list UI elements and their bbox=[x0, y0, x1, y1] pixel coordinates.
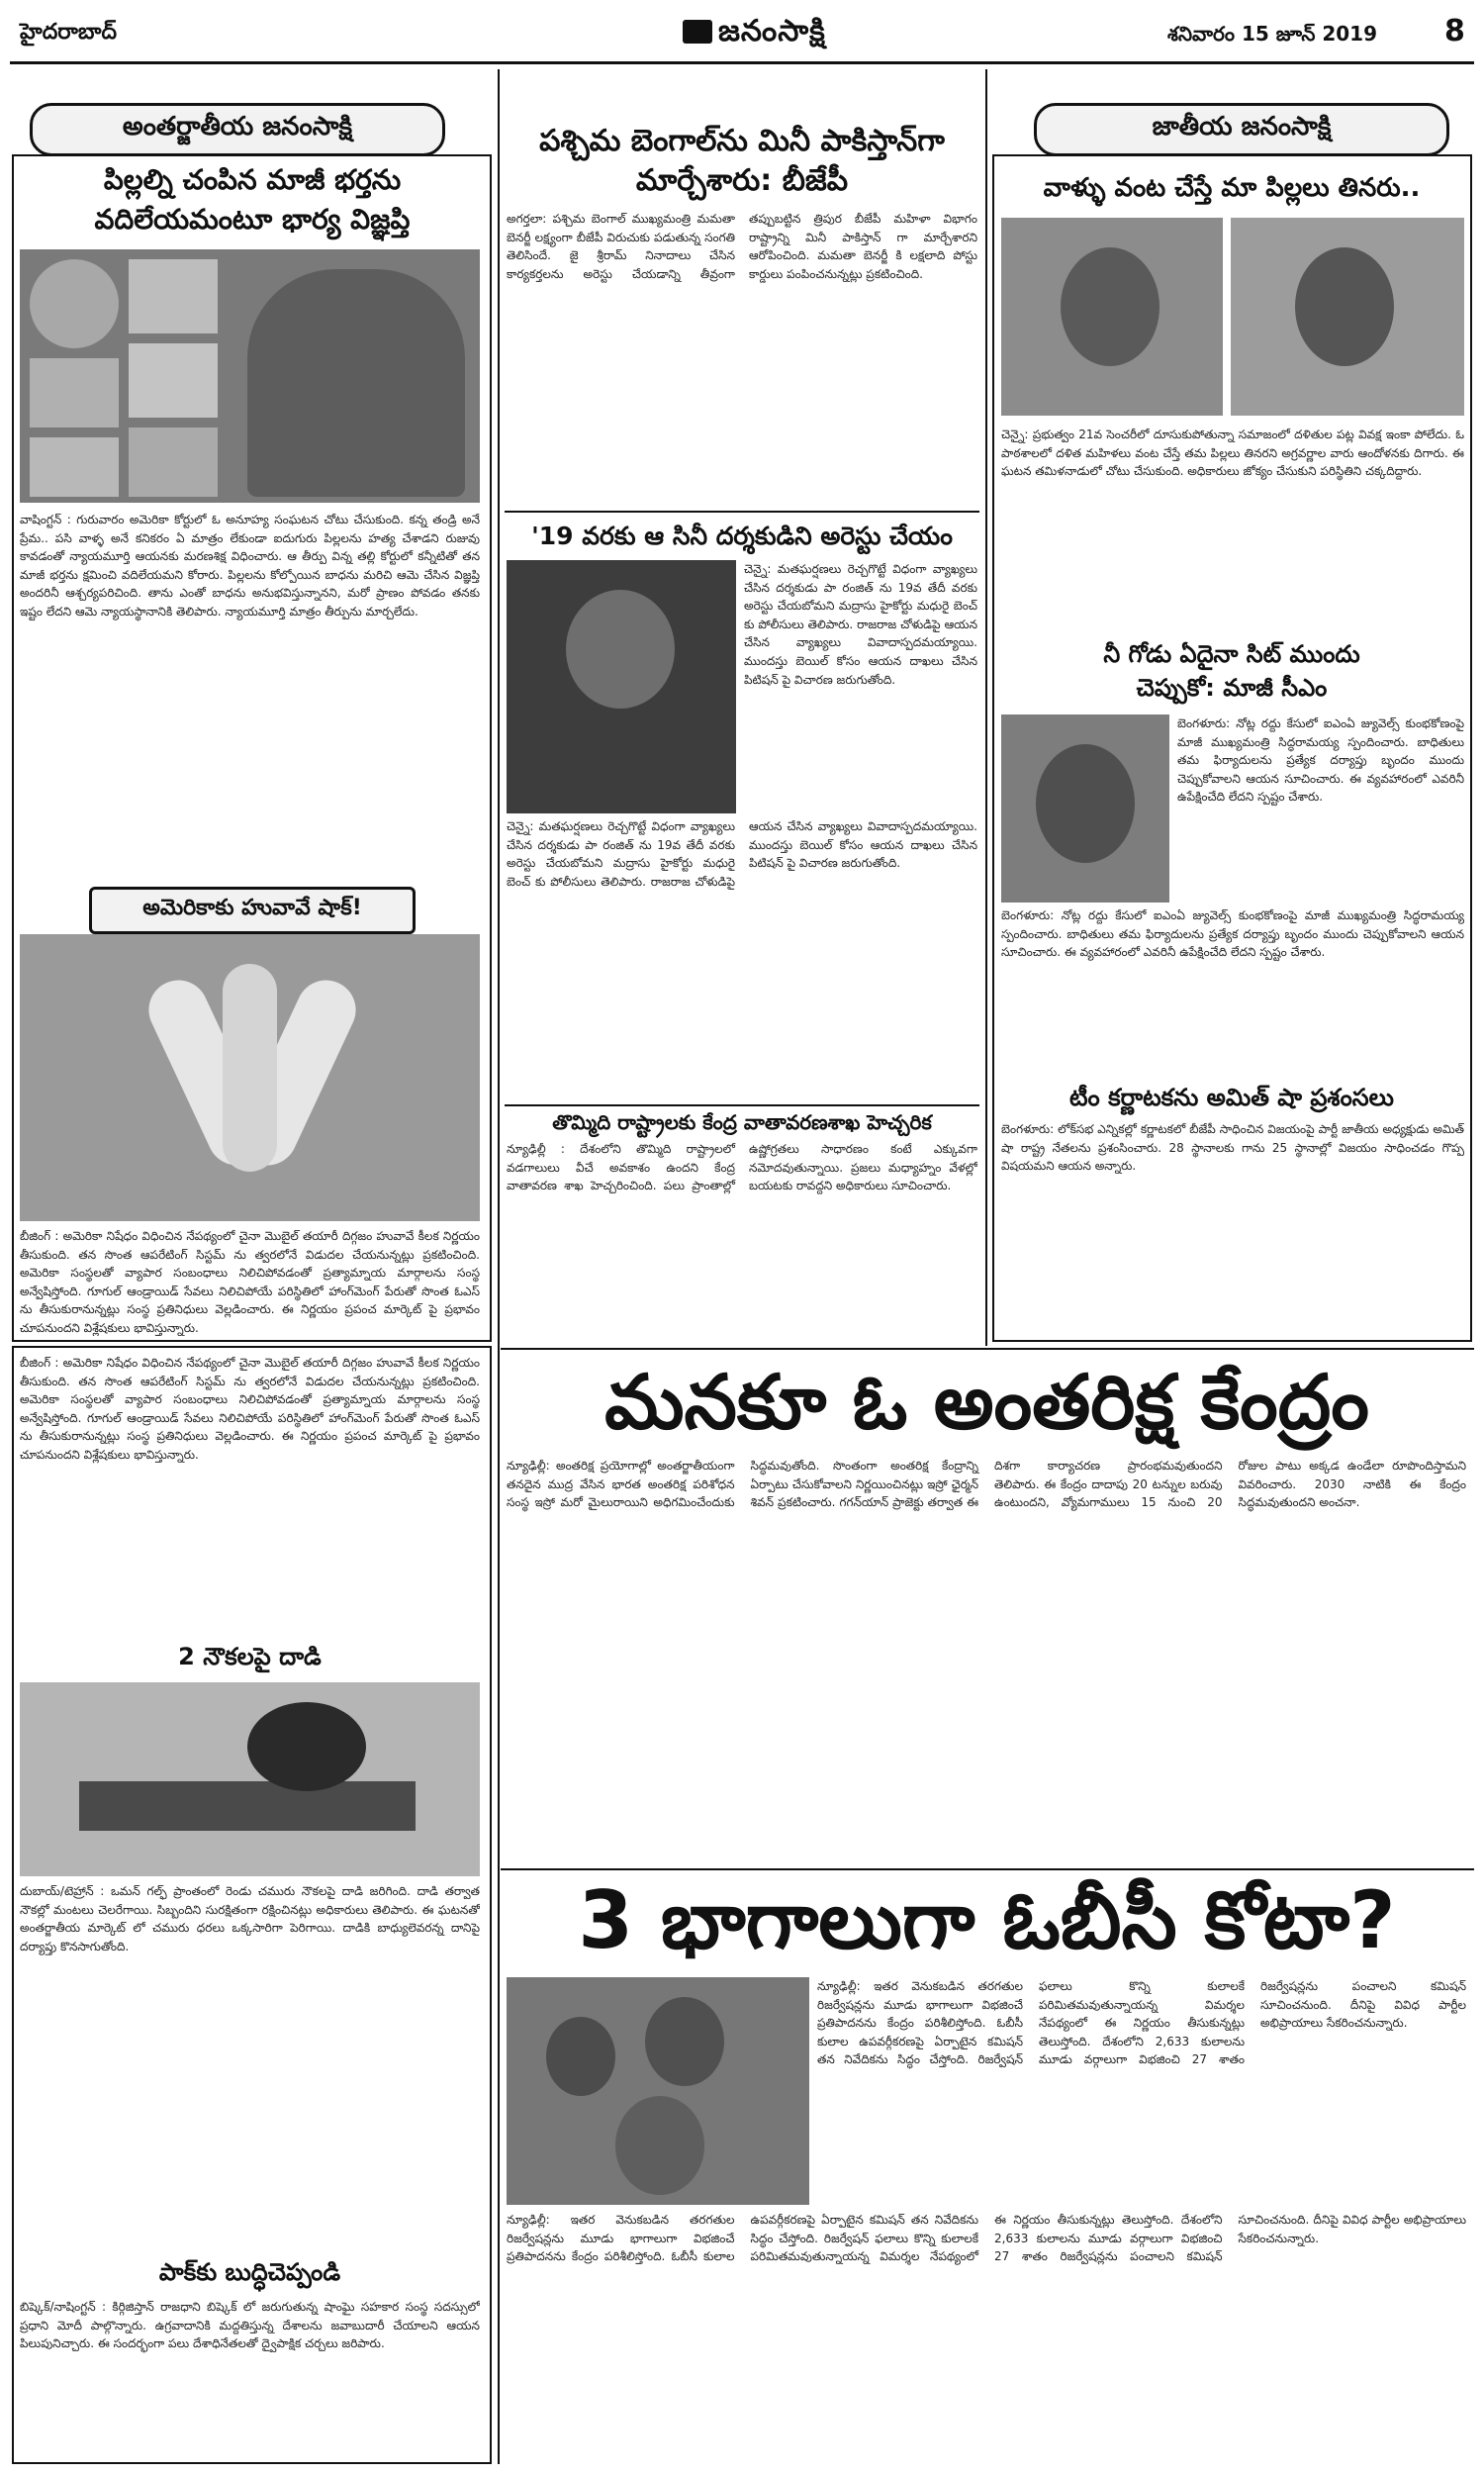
masthead-rule bbox=[10, 61, 1474, 64]
story-headline: 2 నౌకలపై దాడి bbox=[178, 1643, 322, 1670]
story-headline: టీం కర్ణాటకను అమిత్‌ షా ప్రశంసలు bbox=[1069, 1084, 1394, 1111]
story-body: బెంగళూరు: లోక్‌సభ ఎన్నికల్లో కర్ణాటకలో బీజేపీ సాధించిన విజయంపై పార్టీ జాతీయ అధ్యక్షుడు అమిత్ షా రాష్ట్ర నేతలను ప్రశంసించారు. 28 స్థానాలకు గాను 25 స్థానాల్లో విజయం సాధించడం గొప్ప విషయమని ఆయన అన్నారు. bbox=[1001, 1122, 1464, 1174]
story-headline-line1: నీ గోడు ఏదైనా సిట్‌ ముందు bbox=[1103, 640, 1360, 668]
story-headline: పాక్‌కు బుద్ధిచెప్పండి bbox=[158, 2258, 341, 2286]
story-headline: వాళ్ళు వంట చేస్తే మా పిల్లలు తినరు.. bbox=[1043, 173, 1421, 203]
photo-face bbox=[1295, 247, 1394, 366]
feature-headline: మనకూ ఓ అంతరిక్ష కేంద్రం bbox=[604, 1358, 1369, 1446]
story-divider bbox=[505, 511, 979, 513]
photo-child-thumb bbox=[129, 259, 218, 333]
smoke-plume bbox=[247, 1702, 366, 1791]
photo-face bbox=[645, 1997, 724, 2086]
photo-face bbox=[566, 590, 675, 709]
photo-child-thumb bbox=[30, 437, 119, 497]
story-headline: తొమ్మిది రాష్ట్రాలకు కేంద్ర వాతావరణశాఖ హెచ్చరిక bbox=[552, 1110, 932, 1134]
photo-woman bbox=[247, 269, 465, 497]
masthead-city: హైదరాబాద్ bbox=[20, 20, 117, 45]
page-number: 8 bbox=[1444, 14, 1465, 48]
paper-name: జనంసాక్షి bbox=[718, 14, 826, 48]
feature-divider bbox=[501, 1868, 1474, 1870]
story-body: చెన్నై: ప్రభుత్వం 21వ సెంచరీలో దూసుకుపోతున్నా సమాజంలో దళితుల పట్ల వివక్ష ఇంకా పోలేదు. ఓ పాఠశాలలో దళిత మహిళలు వంట చేస్తే తమ పిల్లలు తినరని అగ్రవర్ణాల వారు ఆందోళనకు దిగారు. ఈ ఘటన తమిళనాడులో చోటు చేసుకుంది. అధికారులు జోక్యం చేసుకుని పరిస్థితిని చక్కదిద్దారు. bbox=[1001, 428, 1464, 479]
lead-body: అగర్తలా: పశ్చిమ బెంగాల్ ముఖ్యమంత్రి మమతా బెనర్జీ లక్ష్యంగా బీజేపీ విరుచుకు పడుతున్న సంగతి తెలిసిందే. జై శ్రీరామ్ నినాదాలు చేసిన కార్యకర్తలను అరెస్టు చేయడాన్ని తీవ్రంగా తప్పుబట్టిన త్రిపుర బీజేపీ మహిళా విభాగం రాష్ట్రాన్ని మినీ పాకిస్తాన్ గా మార్చేశారని ఆరోపించింది. మమతా బెనర్జీ కి లక్షలాది పోస్టు కార్డులు పంపించనున్నట్లు ప్రకటించింది. bbox=[507, 212, 977, 281]
photo-portrait-circle bbox=[30, 259, 119, 348]
news-photo-director bbox=[507, 560, 736, 813]
photo-face bbox=[1061, 247, 1159, 366]
news-photo-family bbox=[20, 249, 480, 503]
news-photo-ship bbox=[20, 1682, 480, 1876]
masthead-date: శనివారం 15 జూన్ 2019 bbox=[1167, 22, 1377, 46]
section-label-national: జాతీయ జనంసాక్షి bbox=[1034, 103, 1449, 156]
photo-child-thumb bbox=[129, 343, 218, 418]
news-photo-woman-left bbox=[1001, 218, 1223, 416]
feature-body-continued: న్యూఢిల్లీ: ఇతర వెనుకబడిన తరగతుల రిజర్వేషన్లను మూడు భాగాలుగా విభజించే ప్రతిపాదనను కేంద్రం పరిశీలిస్తోంది. ఓబీసీ కులాల ఉపవర్గీకరణపై ఏర్పాటైన కమిషన్ తన నివేదికను సిద్ధం చేస్తోంది. రిజర్వేషన్ ఫలాలు కొన్ని కులాలకే పరిమితమవుతున్నాయన్న విమర్శల నేపథ్యంలో ఈ నిర్ణయం తీసుకున్నట్లు తెలుస్తోంది. దేశంలోని 2,633 కులాలను మూడు వర్గాలుగా విభజించి 27 శాతం రిజర్వేషన్లను పంచాలని కమిషన్ సూచించనుంది. దీనిపై వివిధ పార్టీల అభిప్రాయాలు సేకరించనున్నారు. bbox=[507, 2213, 1466, 2264]
news-photo-family-group bbox=[507, 1977, 809, 2205]
story-body-continued: బెంగళూరు: నోట్ల రద్దు కేసులో ఐఎంఏ జ్యువెల్స్ కుంభకోణంపై మాజీ ముఖ్యమంత్రి సిద్ధరామయ్య స్పందించారు. బాధితులు తమ ఫిర్యాదులను ప్రత్యేక దర్యాప్తు బృందం ముందు చెప్పుకోవాలని ఆయన సూచించారు. ఈ వ్యవహారంలో ఎవరినీ ఉపేక్షించేది లేదని స్పష్టం చేశారు. bbox=[1001, 908, 1464, 960]
story-body: న్యూఢిల్లీ : దేశంలోని తొమ్మిది రాష్ట్రాలలో వడగాలులు వీచే అవకాశం ఉందని కేంద్ర వాతావరణ శాఖ హెచ్చరించింది. పలు ప్రాంతాల్లో ఉష్ణోగ్రతలు సాధారణం కంటే ఎక్కువగా నమోదవుతున్నాయి. ప్రజలు మధ్యాహ్నం వేళల్లో బయటకు రావద్దని అధికారులు సూచించారు. bbox=[507, 1142, 977, 1193]
lead-headline-line2: మార్చేశారు: బీజేపీ bbox=[635, 163, 849, 198]
news-photo-former-cm bbox=[1001, 714, 1169, 903]
column-divider bbox=[985, 69, 987, 1346]
story-body: చెన్నై: మతఘర్షణలు రెచ్చగొట్టే విధంగా వ్యాఖ్యలు చేసిన దర్శకుడు పా రంజిత్ ను 19వ తేదీ వరకు అరెస్టు చేయబోమని మద్రాసు హైకోర్టు మధురై బెంచ్ కు పోలీసులు తెలిపారు. రాజరాజ చోళుడిపై ఆయన చేసిన వ్యాఖ్యలు వివాదాస్పదమయ్యాయి. ముందస్తు బెయిల్ కోసం ఆయన దాఖలు చేసిన పిటిషన్ పై విచారణ జరుగుతోంది. bbox=[744, 562, 977, 687]
news-photo-woman-right bbox=[1231, 218, 1464, 416]
photo-child-thumb bbox=[129, 428, 218, 497]
ship-hull bbox=[79, 1781, 416, 1831]
news-photo-huawei-logo bbox=[20, 934, 480, 1221]
story-headline-line2: చెప్పుకో: మాజీ సీఎం bbox=[1136, 674, 1328, 702]
logo-icon bbox=[683, 20, 712, 44]
logo-petal bbox=[223, 964, 277, 1172]
feature-headline: 3 భాగాలుగా ఓబీసీ కోటా? bbox=[578, 1874, 1396, 1966]
story-body: బీజింగ్‌ : అమెరికా నిషేధం విధించిన నేపథ్యంలో చైనా మొబైల్ తయారీ దిగ్గజం హువావే కీలక నిర్ణయం తీసుకుంది. తన సొంత ఆపరేటింగ్ సిస్టమ్ ను త్వరలోనే విడుదల చేయనున్నట్లు ప్రకటించింది. అమెరికా సంస్థలతో వ్యాపార సంబంధాలు నిలిచిపోవడంతో ప్రత్యామ్నాయ మార్గాలను సంస్థ అన్వేషిస్తోంది. గూగుల్ ఆండ్రాయిడ్ సేవలు నిలిచిపోయే పరిస్థితిలో హాంగ్‌మెంగ్ పేరుతో సొంత ఓఎస్ ను తీసుకురానున్నట్లు సంస్థ ప్రతినిధులు వెల్లడించారు. ఈ నిర్ణయం ప్రపంచ మార్కెట్ పై ప్రభావం చూపనుందని విశ్లేషకులు భావిస్తున్నారు. bbox=[20, 1356, 480, 1462]
feature-body: న్యూఢిల్లీ: ఇతర వెనుకబడిన తరగతుల రిజర్వేషన్లను మూడు భాగాలుగా విభజించే ప్రతిపాదనను కేంద్రం పరిశీలిస్తోంది. ఓబీసీ కులాల ఉపవర్గీకరణపై ఏర్పాటైన కమిషన్ తన నివేదికను సిద్ధం చేస్తోంది. రిజర్వేషన్ ఫలాలు కొన్ని కులాలకే పరిమితమవుతున్నాయన్న విమర్శల నేపథ్యంలో ఈ నిర్ణయం తీసుకున్నట్లు తెలుస్తోంది. దేశంలోని 2,633 కులాలను మూడు వర్గాలుగా విభజించి 27 శాతం రిజర్వేషన్లను పంచాలని కమిషన్ సూచించనుంది. దీనిపై వివిధ పార్టీల అభిప్రాయాలు సేకరించనున్నారు. bbox=[817, 1979, 1466, 2067]
story-body-continued: చెన్నై: మతఘర్షణలు రెచ్చగొట్టే విధంగా వ్యాఖ్యలు చేసిన దర్శకుడు పా రంజిత్ ను 19వ తేదీ వరకు అరెస్టు చేయబోమని మద్రాసు హైకోర్టు మధురై బెంచ్ కు పోలీసులు తెలిపారు. రాజరాజ చోళుడిపై ఆయన చేసిన వ్యాఖ్యలు వివాదాస్పదమయ్యాయి. ముందస్తు బెయిల్ కోసం ఆయన దాఖలు చేసిన పిటిషన్ పై విచారణ జరుగుతోంది. bbox=[507, 819, 977, 889]
feature-body: న్యూఢిల్లీ: అంతరిక్ష ప్రయోగాల్లో అంతర్జాతీయంగా తనదైన ముద్ర వేసిన భారత అంతరిక్ష పరిశోధన సంస్థ ఇస్రో మరో మైలురాయిని అధిగమించేందుకు సిద్ధమవుతోంది. సొంతంగా అంతరిక్ష కేంద్రాన్ని ఏర్పాటు చేసుకోవాలని నిర్ణయించినట్లు ఇస్రో ఛైర్మన్ శివన్ ప్రకటించారు. గగన్‌యాన్ ప్రాజెక్టు తర్వాత ఈ దిశగా కార్యాచరణ ప్రారంభమవుతుందని తెలిపారు. ఈ కేంద్రం దాదాపు 20 టన్నుల బరువు ఉంటుందని, వ్యోమగాములు 15 నుంచి 20 రోజుల పాటు అక్కడ ఉండేలా రూపొందిస్తామని వివరించారు. 2030 నాటికి ఈ కేంద్రం సిద్ధమవుతుందని అంచనా. bbox=[507, 1459, 1466, 1510]
photo-face bbox=[546, 2017, 615, 2096]
story-body: దుబాయ్‌/టెహ్రాన్‌ : ఒమన్ గల్ఫ్ ప్రాంతంలో రెండు చమురు నౌకలపై దాడి జరిగింది. దాడి తర్వాత నౌకల్లో మంటలు చెలరేగాయి. సిబ్బందిని సురక్షితంగా రక్షించినట్లు అధికారులు తెలిపారు. ఈ ఘటనతో అంతర్జాతీయ మార్కెట్ లో చమురు ధరలు ఒక్కసారిగా పెరిగాయి. దాడికి బాధ్యులెవరన్న దానిపై దర్యాప్తు కొనసాగుతోంది. bbox=[20, 1884, 480, 1953]
column-divider bbox=[498, 69, 500, 2464]
story-headline-line2: వదిలేయమంటూ భార్య విజ్ఞప్తి bbox=[94, 203, 411, 236]
story-body: బీజింగ్‌ : అమెరికా నిషేధం విధించిన నేపథ్యంలో చైనా మొబైల్ తయారీ దిగ్గజం హువావే కీలక నిర్ణయం తీసుకుంది. తన సొంత ఆపరేటింగ్ సిస్టమ్ ను త్వరలోనే విడుదల చేయనున్నట్లు ప్రకటించింది. అమెరికా సంస్థలతో వ్యాపార సంబంధాలు నిలిచిపోవడంతో ప్రత్యామ్నాయ మార్గాలను సంస్థ అన్వేషిస్తోంది. గూగుల్ ఆండ్రాయిడ్ సేవలు నిలిచిపోయే పరిస్థితిలో హాంగ్‌మెంగ్ పేరుతో సొంత ఓఎస్ ను తీసుకురానున్నట్లు సంస్థ ప్రతినిధులు వెల్లడించారు. ఈ నిర్ణయం ప్రపంచ మార్కెట్ పై ప్రభావం చూపనుందని విశ్లేషకులు భావిస్తున్నారు. bbox=[20, 1229, 480, 1335]
photo-face bbox=[1036, 744, 1135, 863]
story-divider bbox=[505, 1104, 979, 1106]
story-body: బిష్కెక్‌/నాషింగ్టన్‌ : కిర్గిజిస్తాన్ రాజధాని బిష్కెక్ లో జరుగుతున్న షాంఘై సహకార సంస్థ సదస్సులో ప్రధాని మోదీ పాల్గొన్నారు. ఉగ్రవాదానికి మద్దతిస్తున్న దేశాలను జవాబుదారీ చేయాలని ఆయన పిలుపునిచ్చారు. ఈ సందర్భంగా పలు దేశాధినేతలతో ద్వైపాక్షిక చర్చలు జరిపారు. bbox=[20, 2300, 480, 2351]
section-label-international: అంతర్జాతీయ జనంసాక్షి bbox=[30, 103, 445, 156]
story-body: బెంగళూరు: నోట్ల రద్దు కేసులో ఐఎంఏ జ్యువెల్స్ కుంభకోణంపై మాజీ ముఖ్యమంత్రి సిద్ధరామయ్య స్పందించారు. బాధితులు తమ ఫిర్యాదులను ప్రత్యేక దర్యాప్తు బృందం ముందు చెప్పుకోవాలని ఆయన సూచించారు. ఈ వ్యవహారంలో ఎవరినీ ఉపేక్షించేది లేదని స్పష్టం చేశారు. bbox=[1177, 716, 1464, 805]
masthead-logo bbox=[683, 14, 826, 55]
feature-divider bbox=[501, 1348, 1474, 1350]
lead-headline-line1: పశ్చిమ బెంగాల్‌ను మినీ పాకిస్తాన్‌గా bbox=[539, 124, 945, 158]
photo-child-thumb bbox=[30, 358, 119, 428]
photo-face bbox=[615, 2096, 704, 2195]
story-headline-line1: పిల్లల్ని చంపిన మాజీ భర్తను bbox=[103, 163, 402, 196]
story-headline: అమెరికాకు హువావే షాక్‌! bbox=[89, 887, 416, 934]
story-headline: '19 వరకు ఆ సినీ దర్శకుడిని అరెస్టు చేయం bbox=[531, 522, 953, 550]
story-body: వాషింగ్టన్‌ : గురువారం అమెరికా కోర్టులో ఓ అనూహ్య సంఘటన చోటు చేసుకుంది. కన్న తండ్రి అనే ప్రేమ.. పసి వాళ్ళ అనే కనికరం ఏ మాత్రం లేకుండా ఐదుగురు పిల్లలను హత్య చేశాడని రుజువు కావడంతో న్యాయమూర్తి ఆయనకు మరణశిక్ష విధించారు. ఆ తీర్పు విన్న తల్లి కోర్టులో కన్నీటితో తన మాజీ భర్తను క్షమించి వదిలేయమని కోరారు. పిల్లలను కోల్పోయిన బాధను మరిచి ఆమె చేసిన విజ్ఞప్తి అందరినీ ఆశ్చర్యపరిచింది. తాను ఎంతో బాధను అనుభవిస్తున్నానని, మరో ప్రాణం పోవడం తనకు ఇష్టం లేదని ఆమె న్యాయస్థానానికి తెలిపారు. న్యాయమూర్తి మాత్రం తీర్పును మార్చలేదు. bbox=[20, 513, 480, 619]
